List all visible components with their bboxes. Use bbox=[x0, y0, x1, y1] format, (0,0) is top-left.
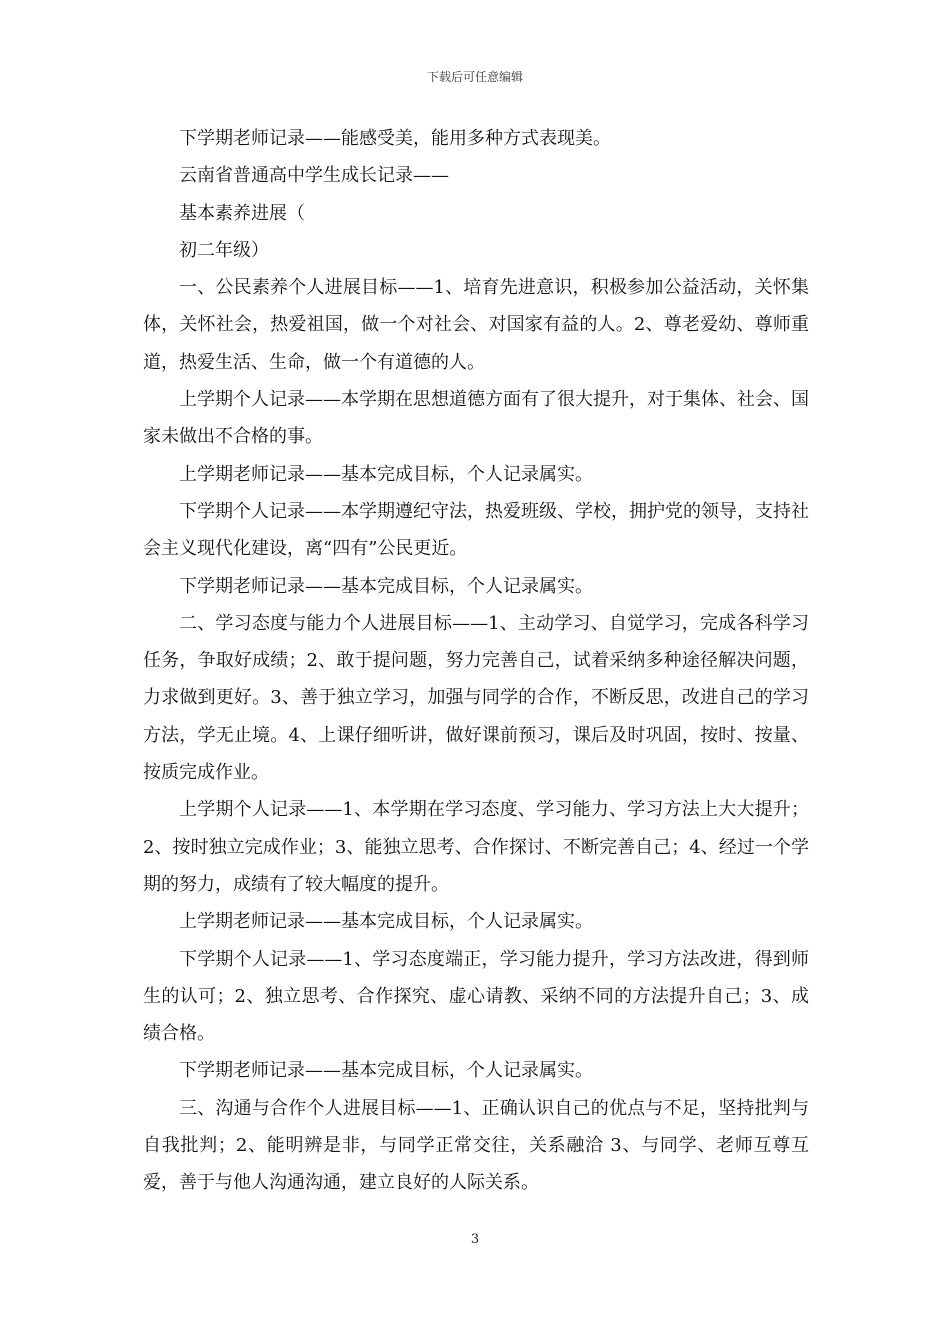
paragraph-8: 下学期个人记录——本学期遵纪守法，热爱班级、学校，拥护党的领导，支持社会主义现代化建设，离“四有”公民更近。 bbox=[143, 500, 809, 560]
paragraph-13: 下学期个人记录——1、学习态度端正，学习能力提升，学习方法改进，得到师生的认可；2、独立思考、合作探究、虚心请教、采纳不同的方法提升自己；3、成绩合格。 bbox=[143, 948, 809, 1045]
paragraph-3: 基本素养进展（ bbox=[179, 202, 305, 224]
paragraph-11: 上学期个人记录——1、本学期在学习态度、学习能力、学习方法上大大提升；2、按时独立完成作业；3、能独立思考、合作探讨、不断完善自己；4、经过一个学期的努力，成绩有了较大幅度的提升。 bbox=[143, 799, 809, 895]
paragraph-4: 初二年级） bbox=[179, 239, 269, 261]
paragraph-10: 二、学习态度与能力个人进展目标——1、主动学习、自觉学习，完成各科学习任务，争取好成绩；2、敢于提问题，努力完善自己，试着采纳多种途径解决问题，力求做到更好。3、善于独立学习，加强与同学的合作，不断反思，改进自己的学习方法，学无止境。4、上课仔细听讲，做好课前预习，课后及时巩固，按时、按量、按质完成作业。 bbox=[143, 612, 809, 784]
paragraph-14: 下学期老师记录——基本完成目标，个人记录属实。 bbox=[179, 1060, 593, 1082]
paragraph-15: 三、沟通与合作个人进展目标——1、正确认识自己的优点与不足，坚持批判与自我批判；2、能明辨是非，与同学正常交往，关系融洽 3、与同学、老师互尊互爱，善于与他人沟通沟通，建立良好的人际关系。 bbox=[143, 1097, 809, 1194]
paragraph-2: 云南省普通高中学生成长记录—— bbox=[179, 165, 449, 187]
paragraph-7: 上学期老师记录——基本完成目标，个人记录属实。 bbox=[179, 463, 593, 485]
page-number: 3 bbox=[470, 1232, 480, 1247]
paragraph-6: 上学期个人记录——本学期在思想道德方面有了很大提升，对于集体、社会、国家未做出不合格的事。 bbox=[143, 389, 809, 448]
paragraph-12: 上学期老师记录——基本完成目标，个人记录属实。 bbox=[179, 911, 593, 933]
page-header: 下载后可任意编辑 bbox=[426, 70, 523, 84]
document-body bbox=[143, 120, 809, 1202]
paragraph-9: 下学期老师记录——基本完成目标，个人记录属实。 bbox=[179, 575, 593, 597]
paragraph-5: 一、公民素养个人进展目标——1、培育先进意识，积极参加公益活动，关怀集体，关怀社会，热爱祖国，做一个对社会、对国家有益的人。2、尊老爱幼、尊师重道，热爱生活、生命，做一个有道德的人。 bbox=[143, 277, 809, 373]
paragraph-1: 下学期老师记录——能感受美，能用多种方式表现美。 bbox=[179, 128, 611, 149]
